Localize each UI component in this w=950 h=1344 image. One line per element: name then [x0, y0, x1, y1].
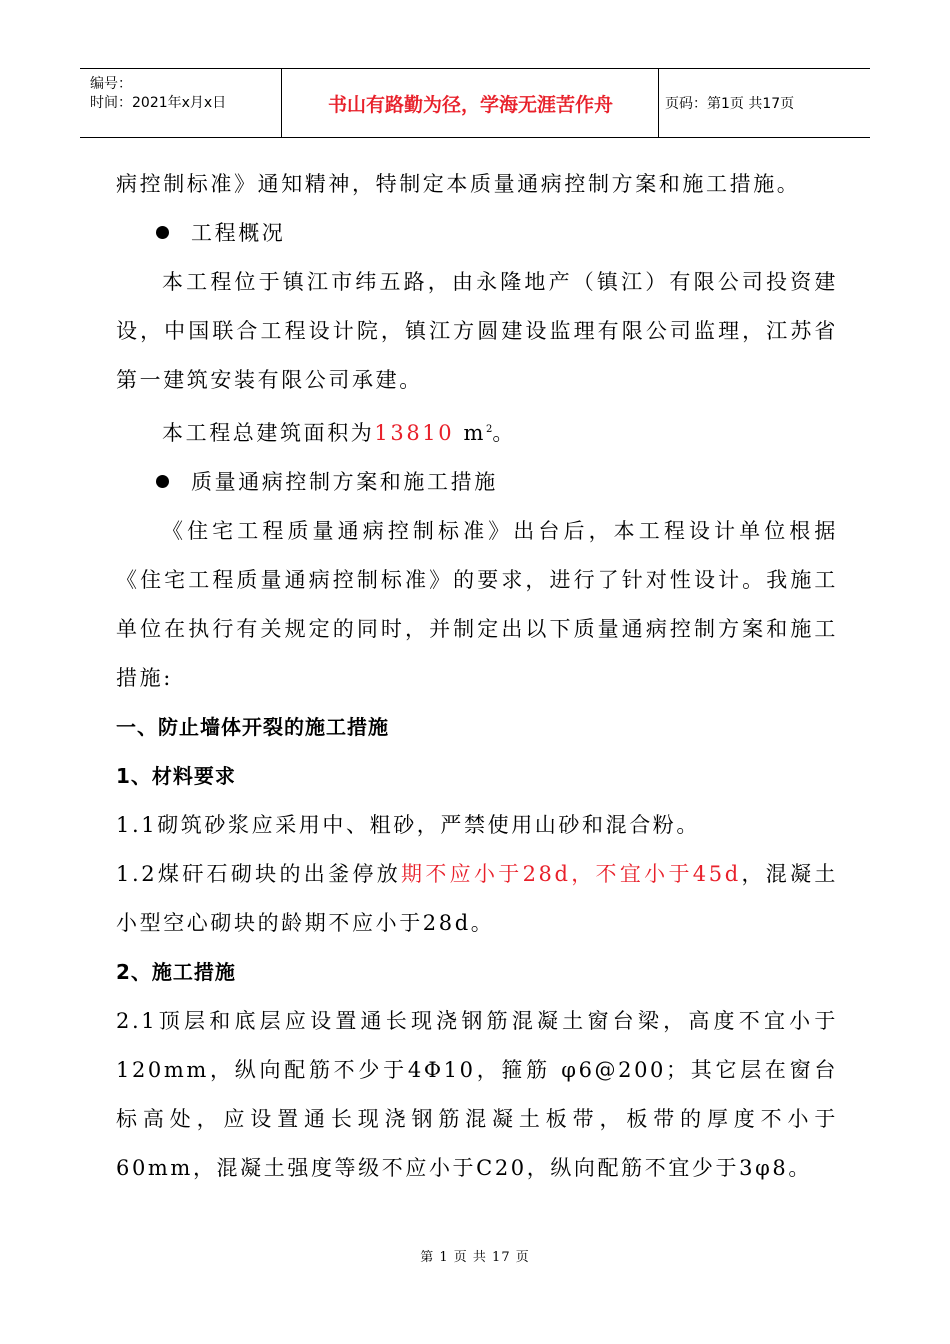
- page-header: [80, 68, 870, 138]
- paragraph: 1.1砌筑砂浆应采用中、粗砂，严禁使用山砂和混合粉。: [116, 813, 700, 837]
- bullet-dot-icon: [156, 475, 169, 488]
- header-motto: 书山有路勤为径，学海无涯苦作舟: [283, 69, 659, 137]
- page-footer: 第 1 页 共 17 页: [420, 1250, 530, 1265]
- paragraph: 《住宅工程质量通病控制标准》出台后，本工程设计单位根据《住宅工程质量通病控制标准》的要求，进行了针对性设计。我施工单位在执行有关规定的同时，并制定出以下质量通病控制方案和施工措施:: [116, 519, 838, 690]
- paragraph: 本工程位于镇江市纬五路，由永隆地产（镇江）有限公司投资建设，中国联合工程设计院，镇江方圆建设监理有限公司监理，江苏省第一建筑安装有限公司承建。: [116, 270, 838, 392]
- subsection-heading: 1、材料要求: [116, 764, 236, 788]
- paragraph: 病控制标准》通知精神，特制定本质量通病控制方案和施工措施。: [116, 172, 801, 196]
- subsection-heading: 2、施工措施: [116, 960, 236, 984]
- header-meta: [80, 69, 282, 137]
- paragraph: 2.1顶层和底层应设置通长现浇钢筋混凝土窗台梁，高度不宜小于120mm，纵向配筋不少于4Φ10，箍筋 φ6@200；其它层在窗台标高处，应设置通长现浇钢筋混凝土板带，板带的厚度不小于60mm，混凝土强度等级不应小于C20，纵向配筋不宜少于3φ8。: [116, 1009, 838, 1180]
- paragraph: 本工程总建筑面积为13810 $m^2$。: [162, 421, 516, 445]
- document-body: [116, 160, 838, 1193]
- header-page-info: 页码：第1页 共17页: [665, 96, 795, 112]
- bullet-item: 工程概况: [116, 209, 838, 258]
- area-value: 13810: [374, 421, 455, 445]
- highlighted-text: 期不应小于28d，不宜小于45d: [401, 862, 741, 886]
- bullet-dot-icon: [156, 226, 169, 239]
- time-label: 时间：2021年x月x日: [90, 95, 227, 111]
- section-heading: 一、防止墙体开裂的施工措施: [116, 715, 389, 739]
- bullet-item: 质量通病控制方案和施工措施: [116, 458, 838, 507]
- paragraph: 1.2煤矸石砌块的出釜停放期不应小于28d，不宜小于45d，混凝土小型空心砌块的龄期不应小于28d。: [116, 862, 839, 935]
- number-label: 编号：: [90, 76, 132, 92]
